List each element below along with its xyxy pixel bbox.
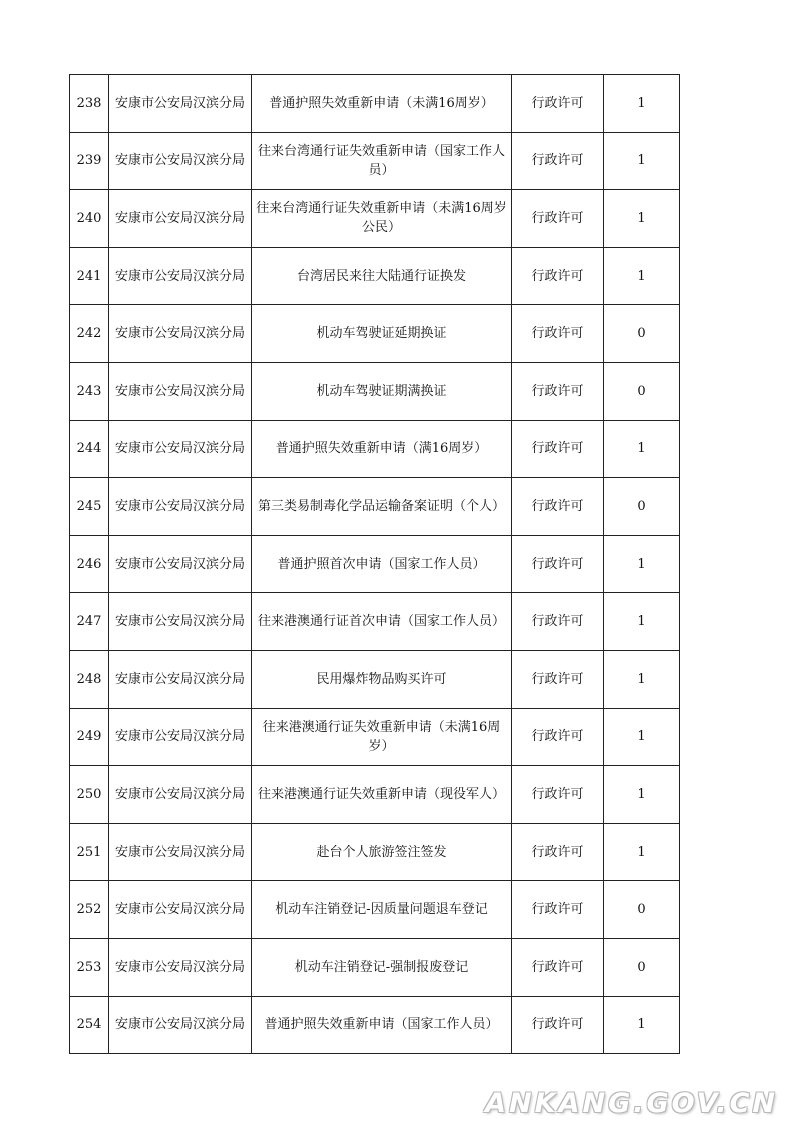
count-cell: 0 bbox=[604, 938, 680, 996]
service-item-cell: 机动车驾驶证期满换证 bbox=[252, 362, 512, 420]
service-item-cell: 机动车注销登记-因质量问题退车登记 bbox=[252, 881, 512, 939]
department-cell: 安康市公安局汉滨分局 bbox=[109, 362, 252, 420]
department-cell: 安康市公安局汉滨分局 bbox=[109, 881, 252, 939]
count-cell: 0 bbox=[604, 362, 680, 420]
row-number: 253 bbox=[70, 938, 109, 996]
count-cell: 1 bbox=[604, 190, 680, 248]
service-item-cell: 机动车注销登记-强制报废登记 bbox=[252, 938, 512, 996]
service-type-cell: 行政许可 bbox=[512, 75, 604, 133]
service-item-cell: 赴台个人旅游签注签发 bbox=[252, 823, 512, 881]
service-type-cell: 行政许可 bbox=[512, 362, 604, 420]
service-type-cell: 行政许可 bbox=[512, 190, 604, 248]
department-cell: 安康市公安局汉滨分局 bbox=[109, 708, 252, 766]
department-cell: 安康市公安局汉滨分局 bbox=[109, 420, 252, 478]
service-item-cell: 往来港澳通行证失效重新申请（现役军人） bbox=[252, 766, 512, 824]
count-cell: 0 bbox=[604, 305, 680, 363]
row-number: 244 bbox=[70, 420, 109, 478]
count-cell: 1 bbox=[604, 766, 680, 824]
count-cell: 1 bbox=[604, 996, 680, 1054]
table-row bbox=[70, 420, 680, 478]
service-type-cell: 行政许可 bbox=[512, 247, 604, 305]
table-row bbox=[70, 650, 680, 708]
table-row bbox=[70, 75, 680, 133]
row-number: 241 bbox=[70, 247, 109, 305]
department-cell: 安康市公安局汉滨分局 bbox=[109, 996, 252, 1054]
count-cell: 1 bbox=[604, 823, 680, 881]
service-type-cell: 行政许可 bbox=[512, 420, 604, 478]
department-cell: 安康市公安局汉滨分局 bbox=[109, 938, 252, 996]
service-type-cell: 行政许可 bbox=[512, 823, 604, 881]
records-table-body bbox=[70, 75, 680, 1054]
count-cell: 1 bbox=[604, 535, 680, 593]
row-number: 252 bbox=[70, 881, 109, 939]
row-number: 242 bbox=[70, 305, 109, 363]
count-cell: 1 bbox=[604, 650, 680, 708]
service-item-cell: 往来港澳通行证首次申请（国家工作人员） bbox=[252, 593, 512, 651]
records-table bbox=[69, 74, 680, 1054]
row-number: 248 bbox=[70, 650, 109, 708]
service-type-cell: 行政许可 bbox=[512, 881, 604, 939]
row-number: 238 bbox=[70, 75, 109, 133]
row-number: 245 bbox=[70, 478, 109, 536]
service-type-cell: 行政许可 bbox=[512, 708, 604, 766]
count-cell: 1 bbox=[604, 593, 680, 651]
service-item-cell: 普通护照首次申请（国家工作人员） bbox=[252, 535, 512, 593]
service-item-cell: 第三类易制毒化学品运输备案证明（个人） bbox=[252, 478, 512, 536]
service-type-cell: 行政许可 bbox=[512, 132, 604, 190]
table-row bbox=[70, 766, 680, 824]
department-cell: 安康市公安局汉滨分局 bbox=[109, 132, 252, 190]
service-item-cell: 普通护照失效重新申请（国家工作人员） bbox=[252, 996, 512, 1054]
department-cell: 安康市公安局汉滨分局 bbox=[109, 650, 252, 708]
count-cell: 1 bbox=[604, 708, 680, 766]
department-cell: 安康市公安局汉滨分局 bbox=[109, 766, 252, 824]
service-type-cell: 行政许可 bbox=[512, 996, 604, 1054]
table-row bbox=[70, 708, 680, 766]
service-item-cell: 普通护照失效重新申请（未满16周岁） bbox=[252, 75, 512, 133]
table-row bbox=[70, 305, 680, 363]
department-cell: 安康市公安局汉滨分局 bbox=[109, 75, 252, 133]
table-row bbox=[70, 938, 680, 996]
table-row bbox=[70, 881, 680, 939]
department-cell: 安康市公安局汉滨分局 bbox=[109, 305, 252, 363]
count-cell: 0 bbox=[604, 881, 680, 939]
table-row bbox=[70, 362, 680, 420]
service-item-cell: 往来港澳通行证失效重新申请（未满16周岁） bbox=[252, 708, 512, 766]
service-type-cell: 行政许可 bbox=[512, 535, 604, 593]
service-item-cell: 往来台湾通行证失效重新申请（未满16周岁公民） bbox=[252, 190, 512, 248]
service-type-cell: 行政许可 bbox=[512, 305, 604, 363]
site-watermark: ANKANG.GOV.CN bbox=[485, 1088, 778, 1119]
table-row bbox=[70, 996, 680, 1054]
table-row bbox=[70, 535, 680, 593]
row-number: 251 bbox=[70, 823, 109, 881]
department-cell: 安康市公安局汉滨分局 bbox=[109, 247, 252, 305]
count-cell: 1 bbox=[604, 420, 680, 478]
table-row bbox=[70, 593, 680, 651]
department-cell: 安康市公安局汉滨分局 bbox=[109, 478, 252, 536]
row-number: 254 bbox=[70, 996, 109, 1054]
service-type-cell: 行政许可 bbox=[512, 650, 604, 708]
department-cell: 安康市公安局汉滨分局 bbox=[109, 823, 252, 881]
row-number: 240 bbox=[70, 190, 109, 248]
row-number: 247 bbox=[70, 593, 109, 651]
table-row bbox=[70, 247, 680, 305]
row-number: 250 bbox=[70, 766, 109, 824]
service-item-cell: 机动车驾驶证延期换证 bbox=[252, 305, 512, 363]
row-number: 243 bbox=[70, 362, 109, 420]
service-type-cell: 行政许可 bbox=[512, 938, 604, 996]
table-row bbox=[70, 478, 680, 536]
service-type-cell: 行政许可 bbox=[512, 766, 604, 824]
service-item-cell: 普通护照失效重新申请（满16周岁） bbox=[252, 420, 512, 478]
department-cell: 安康市公安局汉滨分局 bbox=[109, 593, 252, 651]
row-number: 246 bbox=[70, 535, 109, 593]
count-cell: 1 bbox=[604, 132, 680, 190]
service-item-cell: 民用爆炸物品购买许可 bbox=[252, 650, 512, 708]
service-type-cell: 行政许可 bbox=[512, 593, 604, 651]
service-type-cell: 行政许可 bbox=[512, 478, 604, 536]
count-cell: 1 bbox=[604, 247, 680, 305]
table-row bbox=[70, 823, 680, 881]
row-number: 239 bbox=[70, 132, 109, 190]
service-item-cell: 台湾居民来往大陆通行证换发 bbox=[252, 247, 512, 305]
service-item-cell: 往来台湾通行证失效重新申请（国家工作人员） bbox=[252, 132, 512, 190]
count-cell: 1 bbox=[604, 75, 680, 133]
count-cell: 0 bbox=[604, 478, 680, 536]
table-row bbox=[70, 190, 680, 248]
department-cell: 安康市公安局汉滨分局 bbox=[109, 190, 252, 248]
department-cell: 安康市公安局汉滨分局 bbox=[109, 535, 252, 593]
table-row bbox=[70, 132, 680, 190]
row-number: 249 bbox=[70, 708, 109, 766]
